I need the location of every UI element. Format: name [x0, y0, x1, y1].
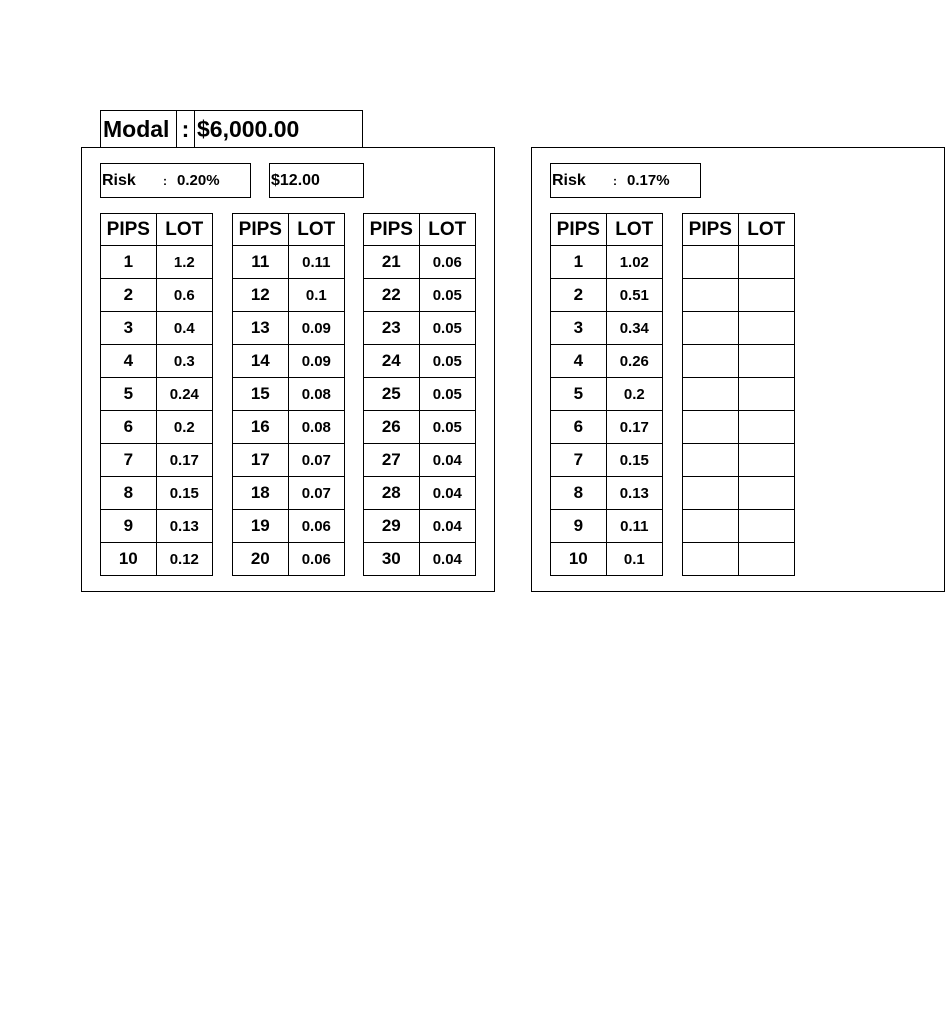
pips-cell: 21	[364, 246, 420, 279]
header-lot: LOT	[288, 214, 344, 246]
lot-cell	[738, 279, 794, 312]
table-row	[683, 477, 795, 510]
table-row	[683, 345, 795, 378]
table-row	[101, 510, 213, 543]
lot-table-2	[232, 213, 345, 576]
pips-cell: 6	[101, 411, 157, 444]
pips-cell: 17	[233, 444, 289, 477]
modal-label: Modal	[101, 111, 177, 147]
lot-cell: 0.04	[419, 444, 475, 477]
lot-cell: 0.17	[606, 411, 662, 444]
table-row	[364, 378, 476, 411]
lot-cell: 0.3	[156, 345, 212, 378]
table-row	[364, 477, 476, 510]
lot-cell: 0.05	[419, 312, 475, 345]
lot-cell: 0.04	[419, 543, 475, 576]
pips-cell: 11	[233, 246, 289, 279]
lot-cell	[738, 378, 794, 411]
lot-cell: 0.05	[419, 378, 475, 411]
lot-cell: 0.26	[606, 345, 662, 378]
lot-cell: 0.15	[606, 444, 662, 477]
table-row	[233, 378, 345, 411]
pips-cell	[683, 411, 739, 444]
table-row	[364, 246, 476, 279]
table-row	[233, 510, 345, 543]
lot-cell: 0.09	[288, 312, 344, 345]
pips-cell: 1	[101, 246, 157, 279]
pips-cell: 22	[364, 279, 420, 312]
table-row	[683, 279, 795, 312]
pips-cell: 25	[364, 378, 420, 411]
pips-cell: 19	[233, 510, 289, 543]
pips-cell: 3	[551, 312, 607, 345]
table-row	[101, 279, 213, 312]
lot-cell: 0.08	[288, 411, 344, 444]
pips-cell: 27	[364, 444, 420, 477]
pips-cell: 3	[101, 312, 157, 345]
risk-label: Risk	[102, 171, 136, 189]
pips-cell	[683, 378, 739, 411]
pips-cell: 16	[233, 411, 289, 444]
pips-cell: 5	[551, 378, 607, 411]
pips-cell: 4	[101, 345, 157, 378]
lot-cell	[738, 477, 794, 510]
table-row	[101, 378, 213, 411]
lot-table-3	[363, 213, 476, 576]
risk-box	[100, 163, 251, 198]
lot-cell: 0.05	[419, 279, 475, 312]
pips-cell: 10	[551, 543, 607, 576]
lot-cell: 0.17	[156, 444, 212, 477]
lot-cell: 0.04	[419, 477, 475, 510]
lot-cell	[738, 411, 794, 444]
modal-value: $6,000.00	[197, 115, 300, 142]
pips-cell: 23	[364, 312, 420, 345]
pips-cell: 6	[551, 411, 607, 444]
table-row	[364, 279, 476, 312]
risk-amount: $12.00	[269, 163, 364, 198]
pips-cell: 30	[364, 543, 420, 576]
lot-cell: 0.04	[419, 510, 475, 543]
pips-cell: 28	[364, 477, 420, 510]
risk-label: Risk	[552, 171, 586, 189]
table-row	[551, 477, 663, 510]
lot-cell: 0.06	[288, 543, 344, 576]
lot-cell: 0.07	[288, 444, 344, 477]
lot-cell	[738, 543, 794, 576]
pips-cell: 2	[551, 279, 607, 312]
header-pips: PIPS	[101, 214, 157, 246]
lot-cell: 0.2	[156, 411, 212, 444]
modal-separator: :	[177, 111, 195, 147]
lot-table-1	[100, 213, 213, 576]
lot-cell: 0.13	[156, 510, 212, 543]
lot-cell: 0.15	[156, 477, 212, 510]
pips-cell	[683, 543, 739, 576]
pips-cell: 14	[233, 345, 289, 378]
pips-cell: 8	[101, 477, 157, 510]
header-pips: PIPS	[233, 214, 289, 246]
table-row	[551, 444, 663, 477]
table-row	[101, 477, 213, 510]
table-row	[551, 378, 663, 411]
lot-cell: 0.11	[288, 246, 344, 279]
table-row	[364, 345, 476, 378]
table-row	[683, 444, 795, 477]
pips-cell: 13	[233, 312, 289, 345]
table-row	[233, 246, 345, 279]
table-row	[551, 411, 663, 444]
table-row	[551, 345, 663, 378]
lot-cell	[738, 246, 794, 279]
risk-percent: 0.20%	[177, 172, 220, 189]
lot-cell: 0.4	[156, 312, 212, 345]
lot-cell: 1.2	[156, 246, 212, 279]
pips-cell: 15	[233, 378, 289, 411]
lot-cell: 0.13	[606, 477, 662, 510]
pips-cell	[683, 510, 739, 543]
pips-cell: 10	[101, 543, 157, 576]
risk-panel-2	[531, 147, 945, 592]
table-row	[551, 510, 663, 543]
pips-cell: 2	[101, 279, 157, 312]
table-row	[364, 510, 476, 543]
table-row	[101, 312, 213, 345]
table-row	[101, 345, 213, 378]
lot-cell: 0.1	[606, 543, 662, 576]
table-row	[683, 312, 795, 345]
lot-cell: 0.6	[156, 279, 212, 312]
lot-cell: 0.34	[606, 312, 662, 345]
table-row	[101, 411, 213, 444]
pips-cell	[683, 345, 739, 378]
header-pips: PIPS	[551, 214, 607, 246]
table-row	[364, 543, 476, 576]
lot-cell: 0.1	[288, 279, 344, 312]
table-row	[364, 411, 476, 444]
risk-separator: :	[613, 173, 617, 188]
table-row	[233, 279, 345, 312]
pips-cell: 18	[233, 477, 289, 510]
pips-cell: 24	[364, 345, 420, 378]
table-row	[683, 543, 795, 576]
pips-cell	[683, 312, 739, 345]
table-row	[683, 246, 795, 279]
table-row	[233, 543, 345, 576]
pips-cell: 1	[551, 246, 607, 279]
table-row	[683, 411, 795, 444]
header-lot: LOT	[419, 214, 475, 246]
pips-cell	[683, 477, 739, 510]
pips-cell: 9	[101, 510, 157, 543]
table-row	[101, 246, 213, 279]
pips-cell	[683, 246, 739, 279]
pips-cell: 26	[364, 411, 420, 444]
table-row	[101, 543, 213, 576]
pips-cell: 4	[551, 345, 607, 378]
table-row	[364, 312, 476, 345]
header-lot: LOT	[606, 214, 662, 246]
header-pips: PIPS	[364, 214, 420, 246]
table-row	[683, 378, 795, 411]
lot-table-1	[550, 213, 663, 576]
lot-cell: 0.05	[419, 411, 475, 444]
pips-cell	[683, 444, 739, 477]
pips-cell: 7	[551, 444, 607, 477]
lot-cell: 0.09	[288, 345, 344, 378]
pips-cell: 8	[551, 477, 607, 510]
lot-cell: 0.07	[288, 477, 344, 510]
risk-percent: 0.17%	[627, 172, 670, 189]
lot-cell	[738, 312, 794, 345]
pips-cell: 9	[551, 510, 607, 543]
lot-cell	[738, 510, 794, 543]
pips-cell: 20	[233, 543, 289, 576]
table-row	[233, 477, 345, 510]
table-row	[551, 312, 663, 345]
pips-cell: 7	[101, 444, 157, 477]
header-pips: PIPS	[683, 214, 739, 246]
table-row	[233, 411, 345, 444]
lot-cell	[738, 444, 794, 477]
lot-cell: 1.02	[606, 246, 662, 279]
table-row	[101, 444, 213, 477]
table-row	[364, 444, 476, 477]
risk-box	[550, 163, 701, 198]
table-row	[233, 312, 345, 345]
lot-cell: 0.11	[606, 510, 662, 543]
table-row	[551, 279, 663, 312]
lot-cell: 0.12	[156, 543, 212, 576]
lot-cell: 0.2	[606, 378, 662, 411]
risk-separator: :	[163, 173, 167, 188]
modal-capital-box	[100, 110, 363, 148]
lot-cell	[738, 345, 794, 378]
pips-cell: 12	[233, 279, 289, 312]
header-lot: LOT	[156, 214, 212, 246]
table-row	[551, 246, 663, 279]
table-row	[233, 444, 345, 477]
lot-table-2	[682, 213, 795, 576]
pips-cell: 29	[364, 510, 420, 543]
table-row	[233, 345, 345, 378]
pips-cell: 5	[101, 378, 157, 411]
lot-cell: 0.51	[606, 279, 662, 312]
lot-cell: 0.05	[419, 345, 475, 378]
lot-cell: 0.24	[156, 378, 212, 411]
lot-cell: 0.06	[288, 510, 344, 543]
lot-cell: 0.08	[288, 378, 344, 411]
lot-cell: 0.06	[419, 246, 475, 279]
risk-panel-1	[81, 147, 495, 592]
pips-cell	[683, 279, 739, 312]
table-row	[551, 543, 663, 576]
header-lot: LOT	[738, 214, 794, 246]
table-row	[683, 510, 795, 543]
